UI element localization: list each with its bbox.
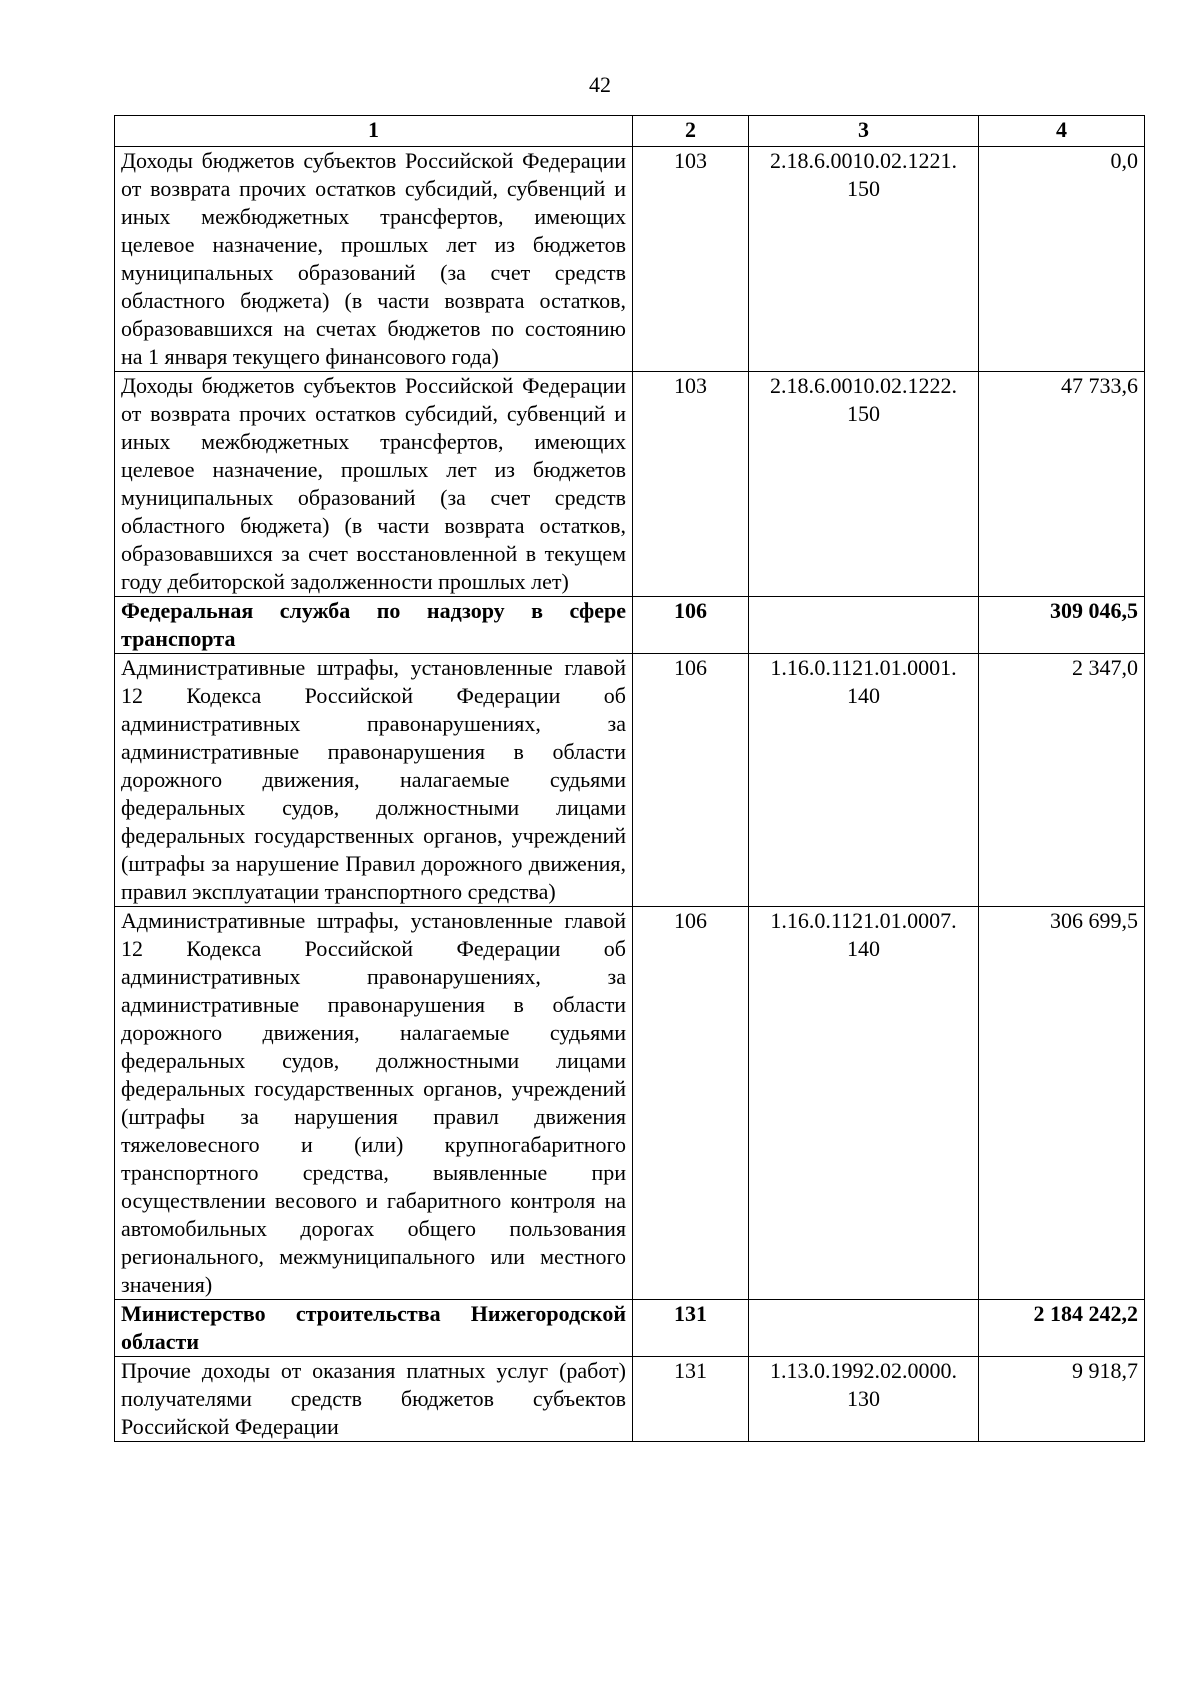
row-admin-code: 106 [633,907,749,1300]
row-amount: 2 347,0 [979,654,1145,907]
row-amount: 47 733,6 [979,372,1145,597]
header-col-4: 4 [979,116,1145,147]
row-admin-code: 106 [633,597,749,654]
row-kbk-code: 1.16.0.1121.01.0001. 140 [749,654,979,907]
table-group-row [115,1300,1145,1357]
row-amount: 306 699,5 [979,907,1145,1300]
row-kbk-code [749,1300,979,1357]
table-row [115,372,1145,597]
row-description: Министерство строительства Нижегородской области [115,1300,633,1357]
header-row [115,116,1145,147]
row-kbk-code: 2.18.6.0010.02.1221. 150 [749,147,979,372]
header-col-1: 1 [115,116,633,147]
row-amount: 309 046,5 [979,597,1145,654]
row-kbk-code: 2.18.6.0010.02.1222. 150 [749,372,979,597]
row-kbk-code [749,597,979,654]
table-body [115,147,1145,1442]
row-description: Федеральная служба по надзору в сфере транспорта [115,597,633,654]
row-description: Административные штрафы, установленные главой 12 Кодекса Российской Федерации об административных правонарушениях, за административные правонарушения в области дорожного движения, налагаемые судьями федеральных судов, должностными лицами федеральных государственных органов, учреждений (штрафы за нарушение Правил дорожного движения, правил эксплуатации транспортного средства) [115,654,633,907]
table-row [115,907,1145,1300]
header-col-2: 2 [633,116,749,147]
page-number: 42 [589,72,611,97]
header-col-3: 3 [749,116,979,147]
row-admin-code: 106 [633,654,749,907]
row-description: Доходы бюджетов субъектов Российской Федерации от возврата прочих остатков субсидий, субвенций и иных межбюджетных трансфертов, имеющих целевое назначение, прошлых лет из бюджетов муниципальных образований (за счет средств областного бюджета) (в части возврата остатков, образовавшихся на счетах бюджетов по состоянию на 1 января текущего финансового года) [115,147,633,372]
row-admin-code: 103 [633,147,749,372]
table-row [115,147,1145,372]
budget-revenue-table [114,115,1145,1442]
table-row [115,654,1145,907]
row-description: Доходы бюджетов субъектов Российской Федерации от возврата прочих остатков субсидий, субвенций и иных межбюджетных трансфертов, имеющих целевое назначение, прошлых лет из бюджетов муниципальных образований (за счет средств областного бюджета) (в части возврата остатков, образовавшихся за счет восстановленной в текущем году дебиторской задолженности прошлых лет) [115,372,633,597]
table-row [115,1357,1145,1442]
row-amount: 0,0 [979,147,1145,372]
row-kbk-code: 1.13.0.1992.02.0000. 130 [749,1357,979,1442]
row-amount: 2 184 242,2 [979,1300,1145,1357]
row-description: Прочие доходы от оказания платных услуг (работ) получателями средств бюджетов субъектов Российской Федерации [115,1357,633,1442]
table-header [115,116,1145,147]
table-group-row [115,597,1145,654]
row-description: Административные штрафы, установленные главой 12 Кодекса Российской Федерации об административных правонарушениях, за административные правонарушения в области дорожного движения, налагаемые судьями федеральных судов, должностными лицами федеральных государственных органов, учреждений (штрафы за нарушения правил движения тяжеловесного и (или) крупногабаритного транспортного средства, выявленные при осуществлении весового и габаритного контроля на автомобильных дорогах общего пользования регионального, межмуниципального или местного значения) [115,907,633,1300]
row-amount: 9 918,7 [979,1357,1145,1442]
row-admin-code: 131 [633,1300,749,1357]
row-kbk-code: 1.16.0.1121.01.0007. 140 [749,907,979,1300]
row-admin-code: 131 [633,1357,749,1442]
row-admin-code: 103 [633,372,749,597]
